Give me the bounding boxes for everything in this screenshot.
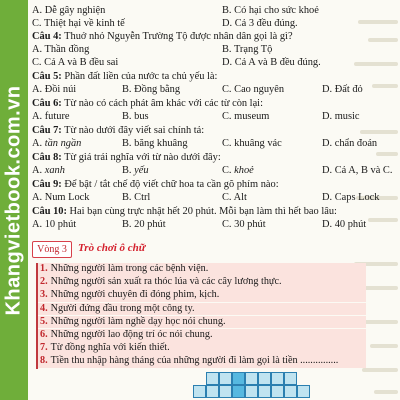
clue-item: 2. Những người sản xuất ra thóc lúa và các cây lương thực. (38, 276, 366, 289)
crossword-cell[interactable] (245, 385, 258, 398)
option-c: C. khoẻ (222, 165, 254, 176)
option-b: B. Có hại cho sức khoẻ (222, 5, 319, 16)
crossword-cell[interactable] (219, 385, 232, 398)
clue-item: 3. Những người chuyên đi đóng phim, kịch. (38, 289, 366, 302)
question-10: Câu 10: Hai bạn cùng trực nhật hết 20 phút. Mỗi bạn làm thì hết bao lâu: (32, 206, 337, 217)
option-d: D. Cả A và B đều đúng. (222, 57, 321, 68)
option-d: D. Đất đỏ (322, 84, 363, 95)
option-a: A. Đồi núi (32, 84, 77, 95)
clue-item: 6. Những người lao động trí óc nói chung. (38, 329, 366, 342)
question-8: Câu 8: Từ giá trái nghĩa với từ nào dưới đây: (32, 152, 221, 163)
crossword-cell[interactable] (206, 385, 219, 398)
option-d: D. Cả 3 đều đúng. (222, 18, 298, 29)
clue-item: 1. Những người làm trong các bệnh viện. (38, 263, 366, 276)
round-badge: Vòng 3 (32, 241, 72, 258)
crossword-cell[interactable] (284, 372, 297, 385)
option-a: A. Dễ gây nghiện (32, 5, 106, 16)
watermark (0, 0, 28, 400)
question-6: Câu 6: Từ nào có cách phát âm khác với các từ còn lại: (32, 98, 263, 109)
crossword-cell[interactable] (284, 385, 297, 398)
crossword-cell[interactable] (271, 372, 284, 385)
option-d: D. chẩn đoán (322, 138, 378, 149)
option-c: C. khuâng vác (222, 138, 282, 149)
option-c: C. 30 phút (222, 219, 266, 230)
option-c: C. Alt (222, 192, 247, 203)
question-7: Câu 7: Từ nào dưới đây viết sai chính tả: (32, 125, 205, 136)
crossword-key-cell[interactable] (232, 385, 245, 398)
crossword-cell[interactable] (297, 385, 310, 398)
question-9: Câu 9: Để bật / tắt chế độ viết chữ hoa ta cần gõ phím nào: (32, 179, 279, 190)
watermark-text: Khangvietbook.com.vn (2, 84, 25, 316)
sidebar-band (0, 0, 28, 400)
option-a: A. tần ngần (32, 138, 82, 149)
option-a: A. xanh (32, 165, 65, 176)
clue-item: 8. Tiền thu nhập hàng tháng của những người đi làm gọi là tiền ............... (38, 355, 366, 368)
option-d: D. Cả A, B và C. (322, 165, 393, 176)
option-b: B. Ctrl (122, 192, 151, 203)
option-a: A. 10 phút (32, 219, 77, 230)
round-title: Trò chơi ô chữ (78, 242, 146, 254)
option-d: D. music (322, 111, 360, 122)
crossword-cell[interactable] (245, 372, 258, 385)
option-b: B. bus (122, 111, 149, 122)
crossword-key-cell[interactable] (232, 372, 245, 385)
option-c: C. Cả A và B đều sai (32, 57, 119, 68)
option-c: C. Cao nguyên (222, 84, 285, 95)
clue-item: 4. Người đứng đầu trong một công ty. (38, 303, 366, 316)
option-b: B. 20 phút (122, 219, 166, 230)
crossword-cell[interactable] (258, 385, 271, 398)
crossword-cell[interactable] (271, 385, 284, 398)
option-b: B. băng khuâng (122, 138, 188, 149)
clue-item: 7. Từ đồng nghĩa với kiến thiết. (38, 342, 366, 355)
question-5: Câu 5: Phần đất liền của nước ta chủ yếu là: (32, 71, 218, 82)
option-a: A. future (32, 111, 70, 122)
option-c: C. Thiệt hại về kinh tế (32, 18, 125, 29)
option-a: A. Thần đồng (32, 44, 90, 55)
worksheet-page (28, 0, 400, 400)
option-b: B. Trạng Tộ (222, 44, 273, 55)
question-4: Câu 4: Thuở nhỏ Nguyễn Trường Tộ được nhân dân gọi là gì? (32, 31, 293, 42)
option-b: B. Đồng bằng (122, 84, 181, 95)
option-a: A. Num Lock (32, 192, 90, 203)
option-d: D. 40 phút (322, 219, 367, 230)
option-c: C. museum (222, 111, 270, 122)
crossword-clues (36, 263, 366, 369)
crossword-cell[interactable] (258, 372, 271, 385)
crossword-cell[interactable] (219, 372, 232, 385)
clue-item: 5. Những người làm nghề dạy học nói chung. (38, 316, 366, 329)
option-b: B. yếu (122, 165, 149, 176)
option-d: D. Caps Lock (322, 192, 380, 203)
crossword-cell[interactable] (206, 372, 219, 385)
crossword-cell[interactable] (193, 385, 206, 398)
